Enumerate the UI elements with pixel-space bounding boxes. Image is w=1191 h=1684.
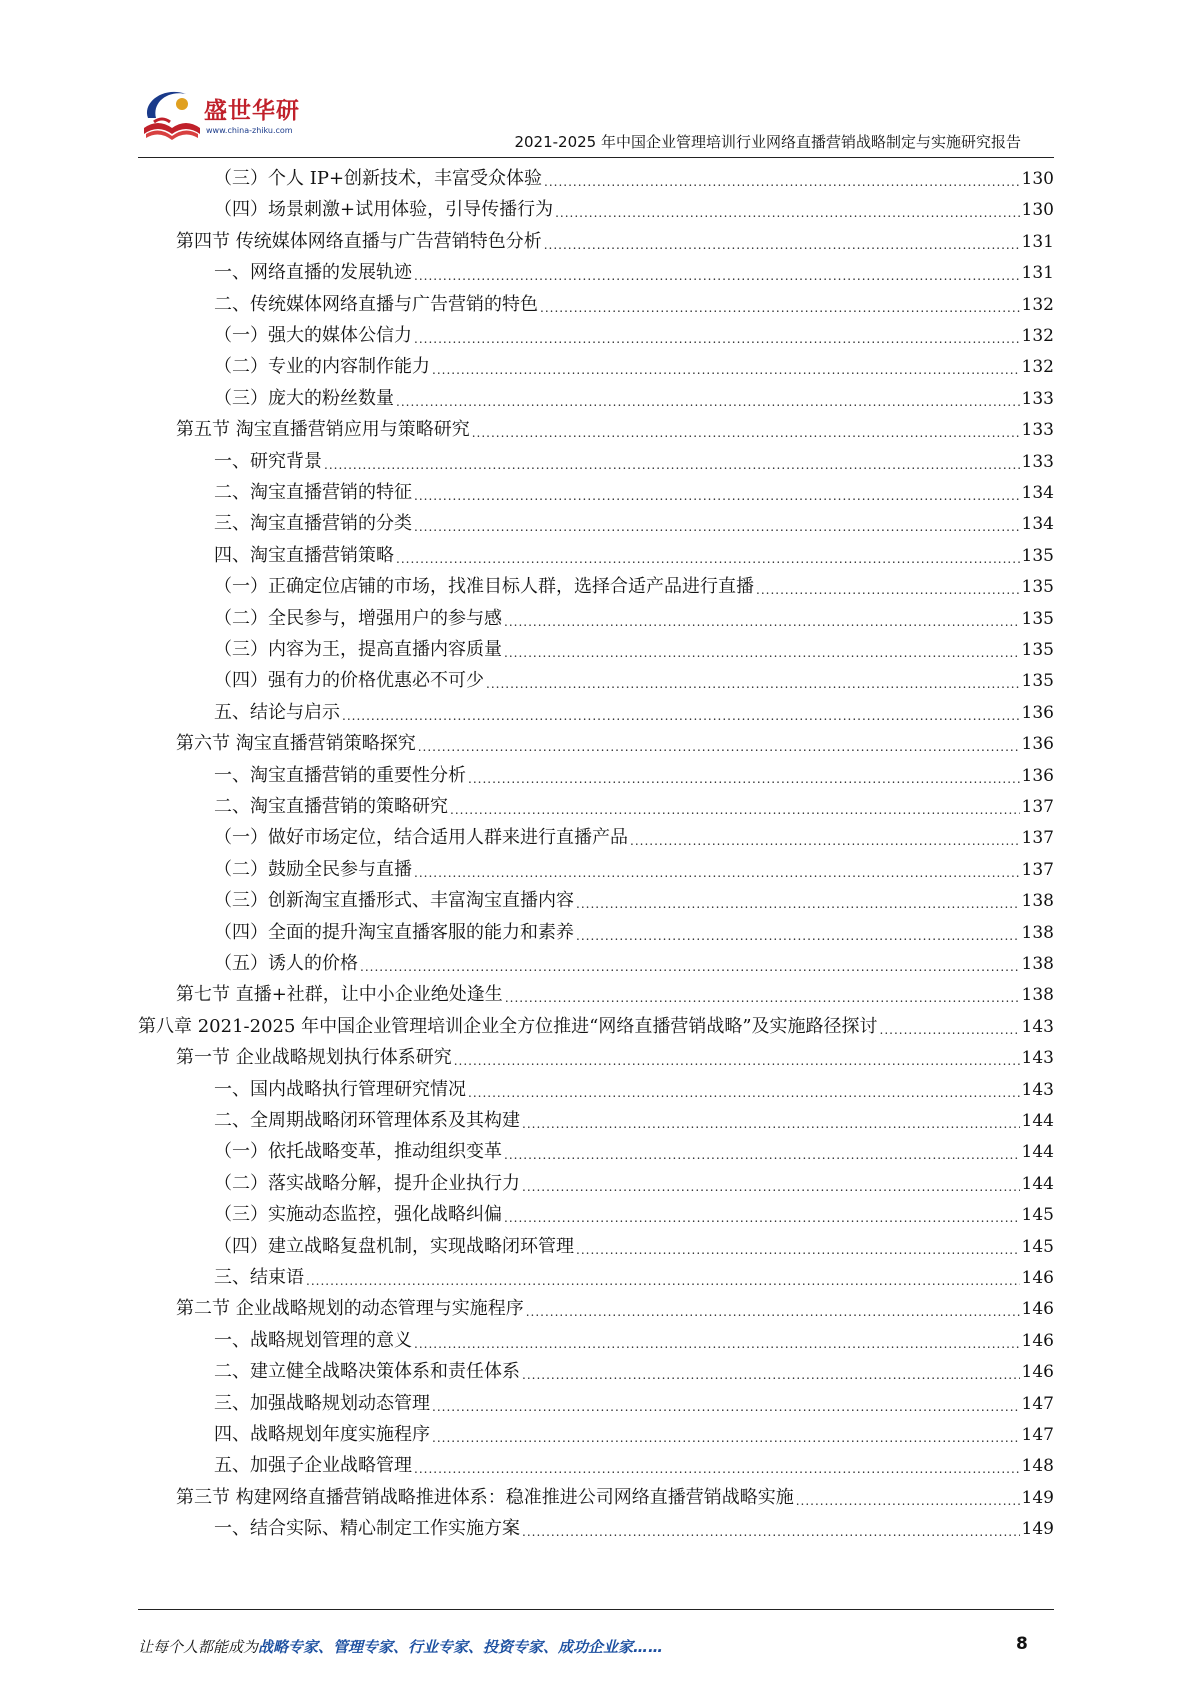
toc-entry-page: 136 bbox=[1021, 734, 1054, 755]
toc-leader-dots bbox=[756, 582, 1020, 598]
toc-entry-title: （二）全民参与，增强用户的参与感 bbox=[214, 607, 502, 629]
toc-entry-page: 135 bbox=[1021, 608, 1054, 629]
toc-entry[interactable] bbox=[214, 162, 1054, 190]
toc-entry-page: 149 bbox=[1021, 1487, 1054, 1508]
toc-entry-page: 138 bbox=[1021, 954, 1054, 974]
toc-leader-dots bbox=[414, 268, 1020, 284]
toc-entry-title: 五、加强子企业战略管理 bbox=[214, 1455, 412, 1477]
toc-entry[interactable] bbox=[138, 1010, 1054, 1038]
toc-entry-page: 131 bbox=[1021, 263, 1054, 284]
toc-leader-dots bbox=[505, 990, 1020, 1006]
toc-leader-dots bbox=[526, 1304, 1020, 1320]
toc-entry-title: （四）建立战略复盘机制，实现战略闭环管理 bbox=[214, 1235, 574, 1257]
toc-entry-title: （二）落实战略分解，提升企业执行力 bbox=[214, 1172, 520, 1194]
toc-entry[interactable] bbox=[214, 570, 1054, 598]
toc-entry-title: （四）强有力的价格优惠必不可少 bbox=[214, 670, 484, 692]
toc-entry-title: 二、淘宝直播营销的策略研究 bbox=[214, 796, 448, 817]
toc-entry[interactable] bbox=[214, 539, 1054, 567]
footer-slogan-highlight: 战略专家、管理专家、行业专家、投资专家、成功企业家…… bbox=[258, 1638, 664, 1656]
toc-entry-page: 144 bbox=[1021, 1142, 1054, 1163]
logo-url: www.china-zhiku.com bbox=[206, 126, 293, 135]
toc-entry[interactable] bbox=[176, 1481, 1054, 1509]
toc-entry-title: （五）诱人的价格 bbox=[214, 953, 358, 974]
toc-entry-title: 一、淘宝直播营销的重要性分析 bbox=[214, 764, 466, 786]
toc-entry-title: （四）全面的提升淘宝直播客服的能力和素养 bbox=[214, 921, 574, 943]
toc-entry-page: 135 bbox=[1021, 577, 1054, 598]
toc-entry-page: 146 bbox=[1021, 1330, 1054, 1351]
toc-entry[interactable] bbox=[214, 633, 1054, 661]
toc-entry-page: 145 bbox=[1021, 1205, 1054, 1226]
toc-entry[interactable] bbox=[214, 288, 1054, 316]
toc-entry-title: 二、淘宝直播营销的特征 bbox=[214, 482, 412, 503]
toc-entry-title: 第一节 企业战略规划执行体系研究 bbox=[176, 1047, 452, 1069]
toc-entry[interactable] bbox=[214, 1073, 1054, 1101]
toc-entry-title: 一、网络直播的发展轨迹 bbox=[214, 262, 412, 284]
toc-leader-dots bbox=[522, 1524, 1020, 1540]
toc-entry-page: 136 bbox=[1021, 765, 1054, 786]
toc-entry-title: 第二节 企业战略规划的动态管理与实施程序 bbox=[176, 1298, 524, 1320]
toc-entry[interactable] bbox=[214, 853, 1054, 881]
toc-leader-dots bbox=[472, 425, 1020, 441]
toc-entry[interactable] bbox=[176, 225, 1054, 253]
toc-entry-page: 148 bbox=[1021, 1456, 1054, 1477]
toc-entry-page: 146 bbox=[1021, 1362, 1054, 1383]
toc-entry-page: 135 bbox=[1021, 640, 1054, 660]
footer-slogan bbox=[138, 1636, 663, 1657]
toc-entry-page: 132 bbox=[1021, 294, 1054, 315]
toc-entry-page: 131 bbox=[1021, 231, 1054, 252]
toc-entry-title: （二）专业的内容制作能力 bbox=[214, 356, 430, 378]
toc-entry[interactable] bbox=[214, 790, 1054, 818]
toc-entry-page: 143 bbox=[1021, 1048, 1054, 1069]
toc-leader-dots bbox=[504, 614, 1020, 630]
toc-entry[interactable] bbox=[214, 696, 1054, 724]
toc-entry-title: （三）个人 IP+创新技术，丰富受众体验 bbox=[214, 168, 543, 189]
toc-entry-page: 130 bbox=[1021, 169, 1054, 189]
toc-leader-dots bbox=[468, 771, 1020, 787]
toc-entry-page: 133 bbox=[1021, 420, 1054, 441]
toc-leader-dots bbox=[540, 300, 1020, 316]
toc-entry[interactable] bbox=[214, 1135, 1054, 1163]
toc-entry-page: 137 bbox=[1021, 859, 1054, 880]
toc-entry-title: 第八章 2021-2025 年中国企业管理培训企业全方位推进“网络直播营销战略”及实施路径探讨 bbox=[138, 1015, 878, 1037]
toc-leader-dots bbox=[486, 676, 1020, 692]
toc-entry[interactable] bbox=[176, 413, 1054, 441]
toc-entry[interactable] bbox=[214, 1449, 1054, 1477]
toc-leader-dots bbox=[555, 205, 1019, 221]
toc-entry-page: 132 bbox=[1021, 326, 1054, 346]
toc-leader-dots bbox=[414, 488, 1020, 504]
toc-entry-page: 138 bbox=[1021, 891, 1054, 912]
footer-slogan-prefix: 让每个人都能成为 bbox=[138, 1638, 259, 1656]
toc-entry-title: 三、结束语 bbox=[214, 1267, 304, 1288]
toc-entry[interactable] bbox=[214, 884, 1054, 912]
toc-leader-dots bbox=[432, 1430, 1020, 1446]
toc-entry[interactable] bbox=[214, 1418, 1054, 1446]
toc-leader-dots bbox=[454, 1053, 1020, 1069]
toc-leader-dots bbox=[544, 174, 1020, 190]
toc-leader-dots bbox=[630, 833, 1020, 849]
toc-entry-title: （一）依托战略变革，推动组织变革 bbox=[214, 1141, 502, 1163]
toc-entry-title: （一）强大的媒体公信力 bbox=[214, 325, 412, 346]
toc-leader-dots bbox=[342, 708, 1020, 724]
toc-entry-page: 137 bbox=[1021, 828, 1054, 849]
toc-entry-title: 第五节 淘宝直播营销应用与策略研究 bbox=[176, 419, 470, 441]
toc-leader-dots bbox=[324, 457, 1020, 473]
toc-entry-page: 147 bbox=[1021, 1393, 1054, 1414]
toc-entry[interactable] bbox=[214, 947, 1054, 975]
toc-entry-page: 133 bbox=[1021, 451, 1054, 472]
toc-entry-title: 第六节 淘宝直播营销策略探究 bbox=[176, 733, 416, 755]
toc-entry-title: 二、传统媒体网络直播与广告营销的特色 bbox=[214, 293, 538, 315]
toc-entry-title: 一、结合实际、精心制定工作实施方案 bbox=[214, 1518, 520, 1540]
toc-leader-dots bbox=[360, 959, 1020, 975]
toc-entry-title: （三）庞大的粉丝数量 bbox=[214, 387, 394, 409]
toc-entry[interactable] bbox=[214, 256, 1054, 284]
toc-leader-dots bbox=[396, 394, 1020, 410]
toc-entry-title: （四）场景刺激+试用体验，引导传播行为 bbox=[214, 199, 554, 221]
toc-leader-dots bbox=[432, 1399, 1020, 1415]
toc-entry[interactable] bbox=[214, 1261, 1054, 1289]
toc-entry-page: 146 bbox=[1021, 1299, 1054, 1320]
toc-entry[interactable] bbox=[214, 821, 1054, 849]
toc-leader-dots bbox=[414, 1336, 1020, 1352]
toc-entry[interactable] bbox=[214, 1230, 1054, 1258]
toc-leader-dots bbox=[796, 1493, 1020, 1509]
toc-entry-page: 137 bbox=[1021, 797, 1054, 817]
toc-entry[interactable] bbox=[214, 1198, 1054, 1226]
toc-leader-dots bbox=[504, 1210, 1020, 1226]
toc-entry-title: 一、国内战略执行管理研究情况 bbox=[214, 1078, 466, 1100]
toc-entry[interactable] bbox=[214, 1512, 1054, 1540]
toc-entry-title: （一）做好市场定位，结合适用人群来进行直播产品 bbox=[214, 827, 628, 849]
toc-entry-page: 149 bbox=[1021, 1519, 1054, 1540]
toc-entry[interactable] bbox=[176, 1041, 1054, 1069]
toc-entry-title: 第四节 传统媒体网络直播与广告营销特色分析 bbox=[176, 230, 542, 252]
toc-leader-dots bbox=[522, 1179, 1020, 1195]
toc-leader-dots bbox=[414, 1461, 1020, 1477]
toc-entry-title: 第七节 直播+社群，让中小企业绝处逢生 bbox=[176, 984, 503, 1006]
toc-entry[interactable] bbox=[214, 1355, 1054, 1383]
toc-entry-title: （一）正确定位店铺的市场，找准目标人群，选择合适产品进行直播 bbox=[214, 576, 754, 598]
toc-entry-page: 135 bbox=[1021, 545, 1054, 566]
toc-leader-dots bbox=[414, 519, 1020, 535]
toc-entry[interactable] bbox=[214, 319, 1054, 347]
footer-divider bbox=[138, 1609, 1054, 1610]
toc-entry[interactable] bbox=[176, 978, 1054, 1006]
toc-entry-page: 144 bbox=[1021, 1173, 1054, 1194]
page-number: 8 bbox=[1016, 1634, 1028, 1654]
toc-entry-title: （三）实施动态监控，强化战略纠偏 bbox=[214, 1204, 502, 1226]
toc-entry[interactable] bbox=[214, 445, 1054, 473]
toc-entry[interactable] bbox=[214, 507, 1054, 535]
toc-entry-title: 一、战略规划管理的意义 bbox=[214, 1329, 412, 1351]
company-logo bbox=[138, 84, 308, 154]
toc-entry-title: 五、结论与启示 bbox=[214, 701, 340, 723]
toc-entry[interactable] bbox=[214, 1324, 1054, 1352]
toc-entry-title: 第三节 构建网络直播营销战略推进体系：稳准推进公司网络直播营销战略实施 bbox=[176, 1486, 794, 1508]
logo-book-icon bbox=[138, 84, 204, 148]
logo-name: 盛世华研 bbox=[204, 98, 300, 124]
toc-entry-title: 二、建立健全战略决策体系和责任体系 bbox=[214, 1361, 520, 1383]
report-title: 2021-2025 年中国企业管理培训行业网络直播营销战略制定与实施研究报告 bbox=[514, 133, 1021, 151]
toc-entry-page: 143 bbox=[1021, 1016, 1054, 1037]
toc-leader-dots bbox=[504, 1147, 1020, 1163]
toc-entry-page: 145 bbox=[1021, 1236, 1054, 1257]
toc-entry-title: （二）鼓励全民参与直播 bbox=[214, 858, 412, 880]
toc-entry[interactable] bbox=[176, 1292, 1054, 1320]
toc-leader-dots bbox=[468, 1085, 1020, 1101]
toc-leader-dots bbox=[450, 802, 1020, 818]
toc-entry-page: 146 bbox=[1021, 1268, 1054, 1288]
toc-entry-page: 133 bbox=[1021, 388, 1054, 409]
toc-leader-dots bbox=[504, 645, 1020, 661]
toc-entry[interactable] bbox=[176, 727, 1054, 755]
toc-leader-dots bbox=[396, 551, 1020, 567]
toc-entry-page: 138 bbox=[1021, 985, 1054, 1006]
toc-entry-page: 135 bbox=[1021, 671, 1054, 692]
toc-entry-page: 132 bbox=[1021, 357, 1054, 378]
toc-leader-dots bbox=[576, 928, 1020, 944]
toc-entry-page: 147 bbox=[1021, 1425, 1054, 1445]
toc-entry-page: 138 bbox=[1021, 922, 1054, 943]
toc-entry-title: 一、研究背景 bbox=[214, 450, 322, 472]
toc-leader-dots bbox=[306, 1273, 1020, 1289]
toc-leader-dots bbox=[880, 1022, 1020, 1038]
header-divider bbox=[138, 157, 1054, 158]
toc-entry[interactable] bbox=[214, 759, 1054, 787]
toc-leader-dots bbox=[576, 896, 1020, 912]
toc-entry[interactable] bbox=[214, 193, 1054, 221]
toc-leader-dots bbox=[544, 237, 1020, 253]
toc-entry-title: 四、淘宝直播营销策略 bbox=[214, 544, 394, 566]
toc-entry-title: 二、全周期战略闭环管理体系及其构建 bbox=[214, 1110, 520, 1131]
toc-leader-dots bbox=[576, 1242, 1020, 1258]
toc-entry-page: 134 bbox=[1021, 483, 1054, 503]
toc-entry-page: 134 bbox=[1021, 514, 1054, 535]
toc-entry[interactable] bbox=[214, 350, 1054, 378]
toc-entry-page: 144 bbox=[1021, 1111, 1054, 1131]
toc-entry-title: （三）内容为王，提高直播内容质量 bbox=[214, 639, 502, 660]
toc-entry-page: 136 bbox=[1021, 702, 1054, 723]
toc-entry[interactable] bbox=[214, 1104, 1054, 1132]
toc-entry-title: 三、淘宝直播营销的分类 bbox=[214, 513, 412, 535]
toc-entry[interactable] bbox=[214, 602, 1054, 630]
toc-entry-title: （三）创新淘宝直播形式、丰富淘宝直播内容 bbox=[214, 890, 574, 912]
toc-leader-dots bbox=[418, 739, 1020, 755]
toc-leader-dots bbox=[522, 1116, 1020, 1132]
toc-entry[interactable] bbox=[214, 476, 1054, 504]
toc-leader-dots bbox=[414, 331, 1020, 347]
page-header bbox=[0, 0, 1191, 160]
toc-leader-dots bbox=[414, 865, 1020, 881]
toc-entry[interactable] bbox=[214, 916, 1054, 944]
toc-entry-page: 130 bbox=[1021, 200, 1054, 221]
toc-leader-dots bbox=[432, 362, 1020, 378]
toc-entry[interactable] bbox=[214, 1387, 1054, 1415]
toc-entry[interactable] bbox=[214, 1167, 1054, 1195]
toc-entry[interactable] bbox=[214, 664, 1054, 692]
toc-entry-title: 四、战略规划年度实施程序 bbox=[214, 1424, 430, 1445]
toc-entry-page: 143 bbox=[1021, 1079, 1054, 1100]
toc-entry[interactable] bbox=[214, 382, 1054, 410]
toc-entry-title: 三、加强战略规划动态管理 bbox=[214, 1392, 430, 1414]
toc-leader-dots bbox=[522, 1367, 1020, 1383]
